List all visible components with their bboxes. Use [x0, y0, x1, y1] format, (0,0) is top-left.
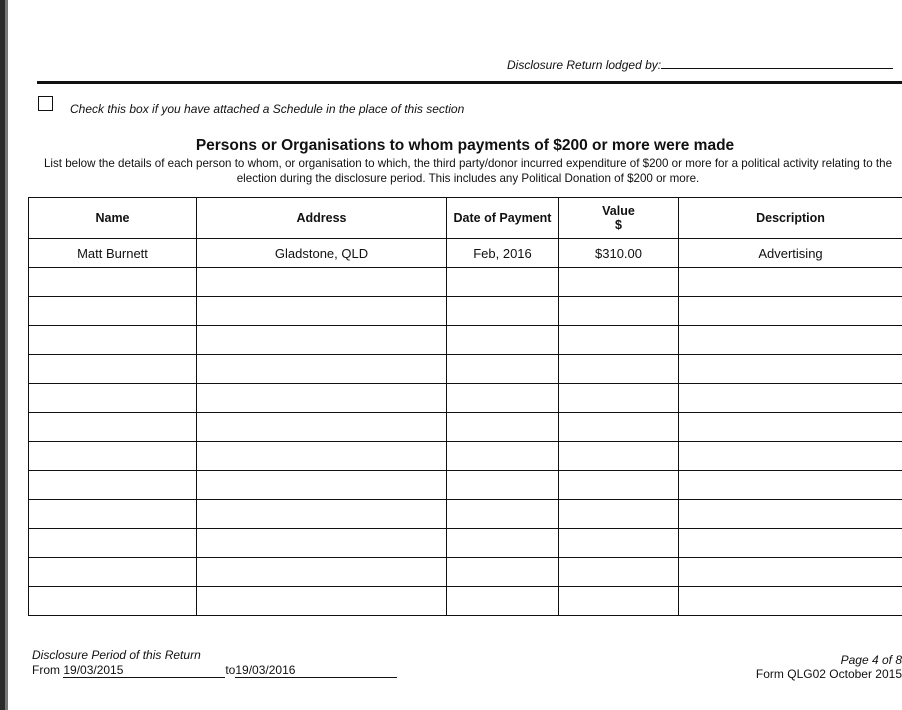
- cell-value-empty[interactable]: [559, 268, 679, 297]
- lodged-by-field: [507, 57, 893, 72]
- cell-value-empty[interactable]: [559, 297, 679, 326]
- header-value-label: Value: [602, 204, 635, 218]
- cell-address-empty[interactable]: [197, 442, 447, 471]
- cell-date[interactable]: Feb, 2016: [447, 239, 559, 268]
- cell-name-empty[interactable]: [29, 471, 197, 500]
- cell-address[interactable]: Gladstone, QLD: [197, 239, 447, 268]
- period-dates: [32, 663, 397, 678]
- schedule-checkbox-label: Check this box if you have attached a Schedule in the place of this section: [70, 102, 465, 116]
- from-date[interactable]: 19/03/2015: [63, 663, 225, 678]
- cell-value-empty[interactable]: [559, 442, 679, 471]
- table-row-empty: [29, 326, 902, 355]
- lodged-by-label: Disclosure Return lodged by:: [507, 58, 662, 72]
- section-description: List below the details of each person to whom, or organisation to which, the third party/donor incurred expenditure of $200 or more for a political activity relating to the election during the disclosure period. This includes any Political Donation of $200 or more.: [43, 157, 893, 185]
- cell-description-empty[interactable]: [679, 500, 902, 529]
- cell-description-empty[interactable]: [679, 355, 902, 384]
- cell-address-empty[interactable]: [197, 558, 447, 587]
- header-date: Date of Payment: [447, 198, 559, 239]
- cell-date-empty[interactable]: [447, 355, 559, 384]
- table-row-empty: [29, 384, 902, 413]
- cell-name-empty[interactable]: [29, 384, 197, 413]
- to-label: to: [225, 663, 236, 677]
- cell-description-empty[interactable]: [679, 268, 902, 297]
- cell-date-empty[interactable]: [447, 384, 559, 413]
- cell-address-empty[interactable]: [197, 297, 447, 326]
- cell-name-empty[interactable]: [29, 442, 197, 471]
- cell-date-empty[interactable]: [447, 471, 559, 500]
- page-info: [756, 653, 902, 681]
- header-value: [559, 198, 679, 239]
- section-title: Persons or Organisations to whom payments of $200 or more were made: [195, 137, 735, 154]
- cell-date-empty[interactable]: [447, 442, 559, 471]
- cell-value-empty[interactable]: [559, 413, 679, 442]
- cell-name-empty[interactable]: [29, 587, 197, 616]
- cell-description[interactable]: Advertising: [679, 239, 902, 268]
- table-row-empty: [29, 500, 902, 529]
- cell-value-empty[interactable]: [559, 500, 679, 529]
- cell-value-empty[interactable]: [559, 471, 679, 500]
- table-row-empty: [29, 442, 902, 471]
- cell-date-empty[interactable]: [447, 297, 559, 326]
- payments-table: [28, 197, 902, 616]
- table-row: [29, 239, 902, 268]
- cell-description-empty[interactable]: [679, 442, 902, 471]
- cell-address-empty[interactable]: [197, 587, 447, 616]
- header-address: Address: [197, 198, 447, 239]
- cell-description-empty[interactable]: [679, 558, 902, 587]
- cell-name-empty[interactable]: [29, 297, 197, 326]
- header-name: Name: [29, 198, 197, 239]
- schedule-checkbox[interactable]: [38, 96, 53, 111]
- cell-date-empty[interactable]: [447, 413, 559, 442]
- cell-address-empty[interactable]: [197, 529, 447, 558]
- cell-value-empty[interactable]: [559, 529, 679, 558]
- cell-name-empty[interactable]: [29, 268, 197, 297]
- cell-name-empty[interactable]: [29, 413, 197, 442]
- table-row-empty: [29, 471, 902, 500]
- table-row-empty: [29, 268, 902, 297]
- cell-address-empty[interactable]: [197, 384, 447, 413]
- cell-date-empty[interactable]: [447, 268, 559, 297]
- lodged-by-line[interactable]: [661, 57, 893, 69]
- cell-address-empty[interactable]: [197, 326, 447, 355]
- page-number: Page 4 of 8: [840, 653, 902, 667]
- header-value-unit: $: [615, 218, 622, 232]
- cell-address-empty[interactable]: [197, 355, 447, 384]
- table-row-empty: [29, 529, 902, 558]
- table-row-empty: [29, 355, 902, 384]
- cell-date-empty[interactable]: [447, 500, 559, 529]
- cell-value-empty[interactable]: [559, 587, 679, 616]
- cell-date-empty[interactable]: [447, 558, 559, 587]
- scan-edge-shadow: [5, 0, 8, 710]
- cell-description-empty[interactable]: [679, 471, 902, 500]
- to-date[interactable]: 19/03/2016: [235, 663, 397, 678]
- table-row-empty: [29, 587, 902, 616]
- cell-name-empty[interactable]: [29, 558, 197, 587]
- cell-address-empty[interactable]: [197, 413, 447, 442]
- cell-description-empty[interactable]: [679, 384, 902, 413]
- cell-description-empty[interactable]: [679, 297, 902, 326]
- cell-name-empty[interactable]: [29, 326, 197, 355]
- cell-description-empty[interactable]: [679, 529, 902, 558]
- cell-address-empty[interactable]: [197, 268, 447, 297]
- cell-address-empty[interactable]: [197, 500, 447, 529]
- table-row-empty: [29, 297, 902, 326]
- cell-description-empty[interactable]: [679, 587, 902, 616]
- disclosure-period: [32, 648, 397, 678]
- cell-value[interactable]: $310.00: [559, 239, 679, 268]
- cell-name-empty[interactable]: [29, 355, 197, 384]
- cell-date-empty[interactable]: [447, 529, 559, 558]
- section-divider: [37, 81, 902, 84]
- cell-description-empty[interactable]: [679, 326, 902, 355]
- cell-name-empty[interactable]: [29, 529, 197, 558]
- cell-value-empty[interactable]: [559, 384, 679, 413]
- cell-name-empty[interactable]: [29, 500, 197, 529]
- table-row-empty: [29, 413, 902, 442]
- cell-address-empty[interactable]: [197, 471, 447, 500]
- from-label: From: [32, 663, 60, 677]
- cell-value-empty[interactable]: [559, 326, 679, 355]
- cell-date-empty[interactable]: [447, 587, 559, 616]
- cell-description-empty[interactable]: [679, 413, 902, 442]
- table-header-row: [29, 198, 902, 239]
- period-label: Disclosure Period of this Return: [32, 648, 201, 662]
- cell-name[interactable]: Matt Burnett: [29, 239, 197, 268]
- form-id: Form QLG02 October 2015: [755, 667, 902, 681]
- header-description: Description: [679, 198, 902, 239]
- table-row-empty: [29, 558, 902, 587]
- cell-value-empty[interactable]: [559, 558, 679, 587]
- cell-date-empty[interactable]: [447, 326, 559, 355]
- cell-value-empty[interactable]: [559, 355, 679, 384]
